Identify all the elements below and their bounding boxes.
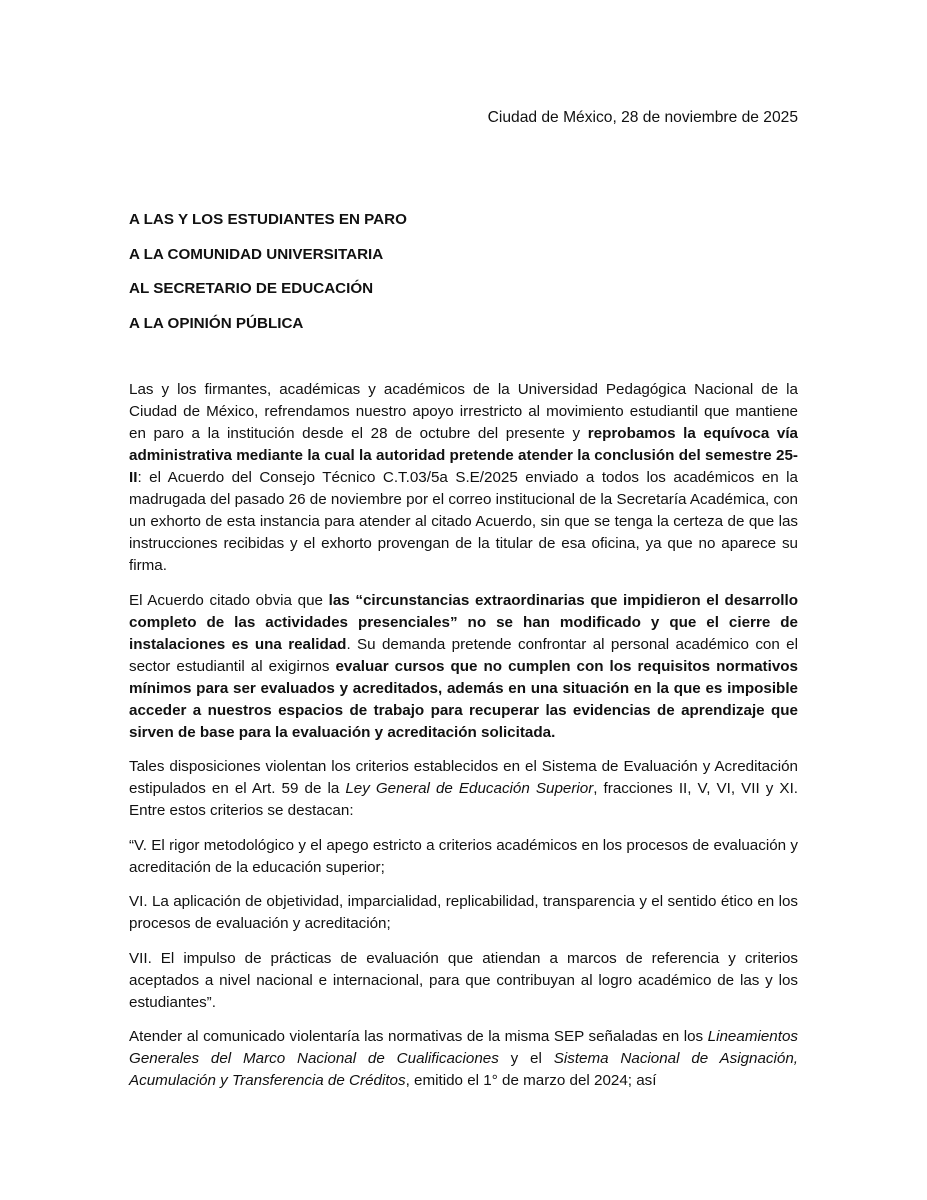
paragraph-text: Atender al comunicado violentaría las normativas de la misma SEP señaladas en los <box>129 1028 708 1045</box>
paragraph-text: , fracciones II, V, VI, VII y XI. Entre estos criterios se destacan: <box>129 780 799 819</box>
paragraph-text: Las y los firmantes, académicas y académicos de la Universidad Pedagógica Nacional de la Ciudad de México, refrendamos nuestro apoyo irrestricto al movimiento estudiantil que mantiene en paro a la institución desde el 28 de octubre del presente y <box>129 381 798 442</box>
date-line: Ciudad de México, 28 de noviembre de 2025 <box>487 109 798 126</box>
paragraph-agreement-critique <box>129 590 798 744</box>
credit-system-title: Sistema Nacional de Asignación, Acumulación y Transferencia de Créditos <box>129 1050 799 1089</box>
bold-emphasis: reprobamos la equívoca vía administrativa mediante la cual la autoridad pretende atender la conclusión del semestre 25-II <box>129 425 798 486</box>
addressee-students: A LAS Y LOS ESTUDIANTES EN PARO <box>129 211 407 228</box>
letter-body <box>129 379 798 1105</box>
quote-criterion-vii: VII. El impulso de prácticas de evaluación que atiendan a marcos de referencia y criterios aceptados a nivel nacional e internacional, para que contribuyan al logro académico de las y los estudiantes”. <box>129 949 798 1011</box>
addressee-public-opinion: A LA OPINIÓN PÚBLICA <box>129 314 304 332</box>
guidelines-title: Lineamientos Generales del Marco Nacional de Cualificaciones <box>129 1028 798 1067</box>
law-title: Ley General de Educación Superior <box>345 780 594 797</box>
quote-criterion-vi: VI. La aplicación de objetividad, imparcialidad, replicabilidad, transparencia y el sentido ético en los procesos de evaluación y acreditación; <box>129 893 798 932</box>
bold-emphasis: las “circunstancias extraordinarias que impidieron el desarrollo completo de las actividades presenciales” no se han modificado y que el cierre de instalaciones es una realidad <box>129 591 798 653</box>
quote-criterion-v: “V. El rigor metodológico y el apego estricto a criterios académicos en los procesos de evaluación y acreditación de la educación superior; <box>129 836 798 876</box>
paragraph-support-statement <box>129 379 798 577</box>
paragraph-text: Tales disposiciones violentan los criterios establecidos en el Sistema de Evaluación y Acreditación estipulados en el Art. 59 de la <box>129 758 798 797</box>
addressee-university-community: A LA COMUNIDAD UNIVERSITARIA <box>129 245 384 263</box>
bold-emphasis: evaluar cursos que no cumplen con los requisitos normativos mínimos para ser evaluados y acreditados, además en una situación en la que es imposible acceder a nuestros espacios de trabajo para recuperar las evidencias de aprendizaje que sirven de base para la evaluación y acreditación solicitada. <box>129 657 798 741</box>
paragraph-evaluation-criteria <box>129 756 798 822</box>
paragraph-text: El Acuerdo citado obvia que <box>129 591 329 609</box>
paragraph-text: , emitido el 1° de marzo del 2024; así <box>405 1072 657 1089</box>
addressee-education-secretary: AL SECRETARIO DE EDUCACIÓN <box>129 280 374 297</box>
paragraph-text: y el <box>498 1050 554 1067</box>
addressee-block <box>129 209 799 347</box>
paragraph-text: . Su demanda pretende confrontar al personal académico con el sector estudiantil al exigirnos <box>129 635 798 675</box>
paragraph-text: : el Acuerdo del Consejo Técnico C.T.03/5a S.E/2025 enviado a todos los académicos en la madrugada del pasado 26 de noviembre por el correo institucional de la Secretaría Académica, con un exhorto de esta instancia para atender al citado Acuerdo, sin que se tenga la certeza de que las instrucciones recibidas y el exhorto provengan de la titular de esa oficina, ya que no aparece su firma. <box>129 469 798 574</box>
paragraph-sep-regulations <box>129 1026 798 1092</box>
